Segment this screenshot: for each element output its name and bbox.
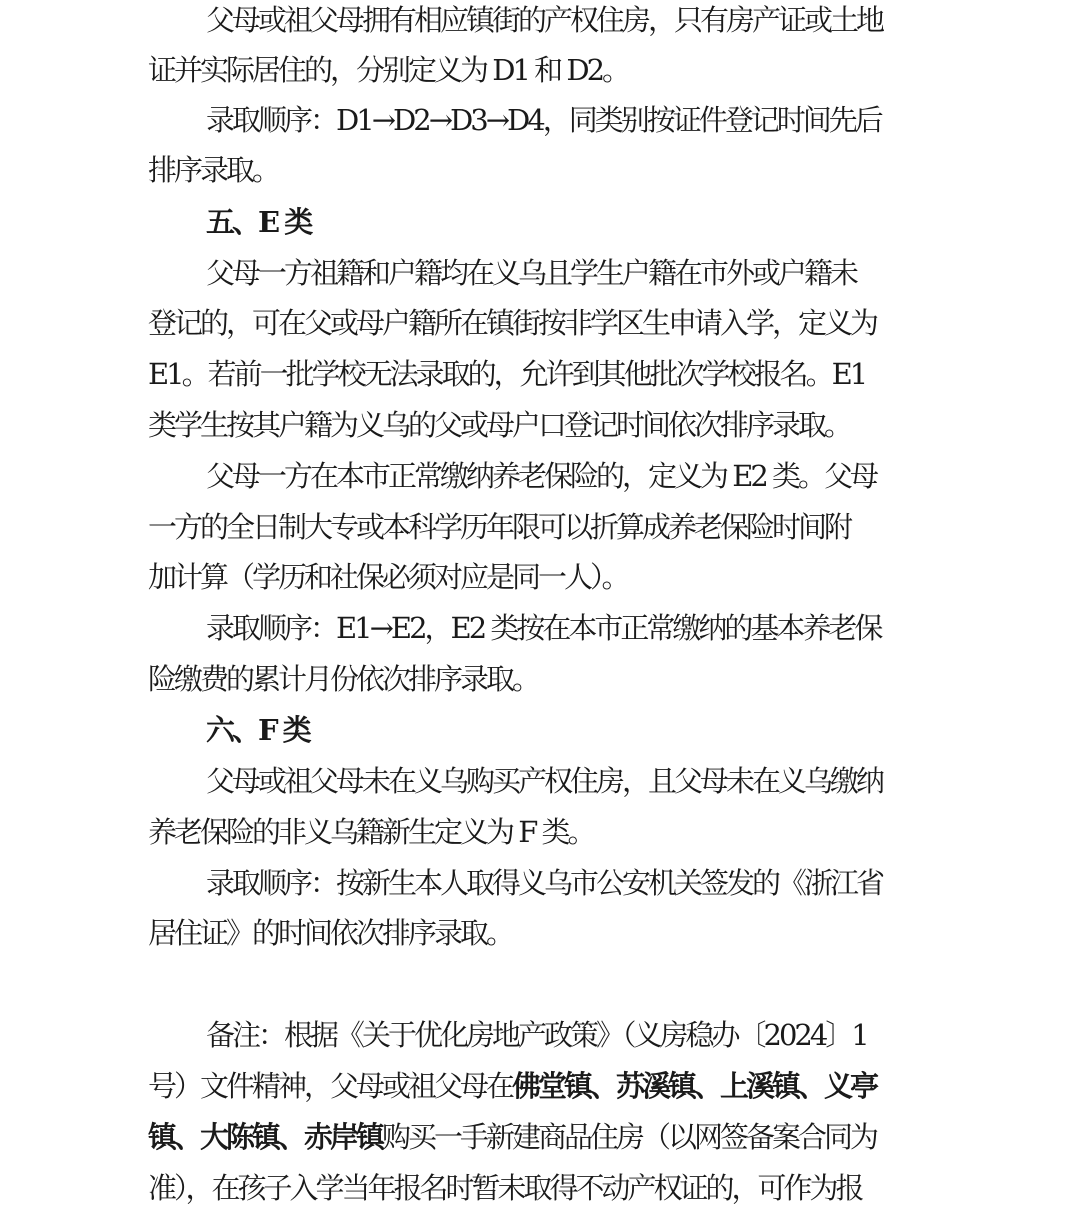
- para-f-line-1: 父母或祖父母未在义乌购买产权住房，且父母未在义乌缴纳: [206, 764, 883, 798]
- para-e2-line-1: 父母一方在本市正常缴纳养老保险的，定义为 E2 类。父母: [206, 459, 877, 493]
- para-d-housing-line-2: 证并实际居住的，分别定义为 D1 和 D2。: [148, 53, 629, 87]
- section-heading-f: 六、F 类: [206, 713, 309, 747]
- note-towns-bold-1: 佛堂镇、苏溪镇、上溪镇、义亭: [512, 1069, 877, 1103]
- para-e1-line-2: 登记的，可在父或母户籍所在镇街按非学区生申请入学，定义为: [148, 306, 877, 340]
- note-line-4: 准），在孩子入学当年报名时暂未取得不动产权证的，可作为报: [148, 1171, 862, 1205]
- para-e2-line-3: 加计算（学历和社保必须对应是同一人）。: [148, 560, 628, 594]
- note-line-2: [0, 1066, 1072, 1106]
- section-heading-e: 五、E 类: [206, 205, 311, 239]
- para-d-housing-line-1: 父母或祖父母拥有相应镇街的产权住房，只有房产证或土地: [206, 3, 883, 37]
- para-e1-line-1: 父母一方祖籍和户籍均在义乌且学生户籍在市外或户籍未: [206, 256, 857, 290]
- para-f-order-line-1: 录取顺序：按新生本人取得义乌市公安机关签发的《浙江省: [206, 866, 883, 900]
- note-line-2-text: 号）文件精神，父母或祖父母在: [148, 1069, 513, 1103]
- para-e-order-line-1: 录取顺序：E1→E2，E2 类按在本市正常缴纳的基本养老保: [206, 611, 881, 645]
- para-e2-line-2: 一方的全日制大专或本科学历年限可以折算成养老保险时间附: [148, 510, 851, 544]
- para-d-order-line-2: 排序录取。: [148, 153, 279, 187]
- para-e-order-line-2: 险缴费的累计月份依次排序录取。: [148, 662, 539, 696]
- note-line-3-text: 购买一手新建商品住房（以网签备案合同为: [382, 1120, 877, 1154]
- para-f-order-line-2: 居住证》的时间依次排序录取。: [148, 916, 513, 950]
- para-e1-line-4: 类学生按其户籍为义乌的父或母户口登记时间依次排序录取。: [148, 408, 851, 442]
- para-f-line-2: 养老保险的非义乌籍新生定义为 F 类。: [148, 815, 594, 849]
- note-towns-bold-2: 镇、大陈镇、赤岸镇: [148, 1120, 383, 1154]
- para-e1-line-3: E1。若前一批学校无法录取的，允许到其他批次学校报名。E1: [148, 357, 866, 391]
- para-d-order-line-1: 录取顺序：D1→D2→D3→D4，同类别按证件登记时间先后: [206, 103, 881, 137]
- note-line-1: 备注：根据《关于优化房地产政策》（义房稳办〔2024〕1: [206, 1018, 867, 1052]
- note-line-3: [0, 1117, 1072, 1157]
